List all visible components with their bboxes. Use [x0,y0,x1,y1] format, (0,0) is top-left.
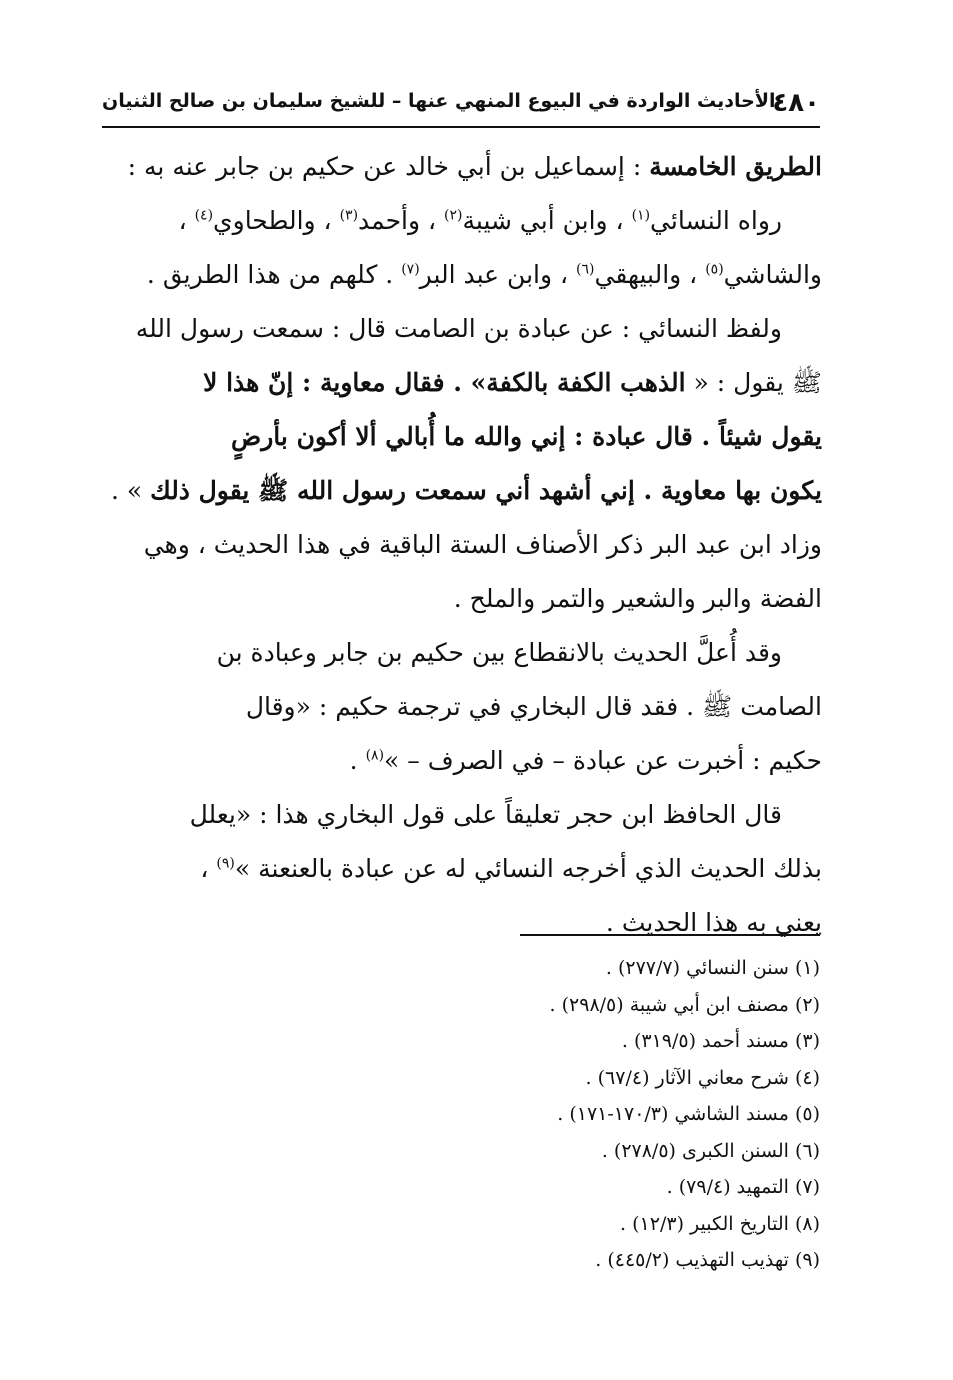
text-line [100,680,822,734]
text-span: وقد أُعلَّ الحديث بالانقطاع بين حكيم بن جابر وعبادة بن [216,638,782,667]
text-line [100,140,822,194]
text-line [100,302,822,356]
footnote-ref[interactable]: (٩) [216,855,235,872]
text-line [100,248,822,302]
text-span: رواه النسائي [650,206,782,235]
text-span: . [349,746,366,775]
page-number: ٤٨٠ [772,88,820,118]
hadith-quote: يكون بها معاوية . إني أشهد أني سمعت رسول الله ﷺ يقول ذلك [150,476,822,505]
text-line [100,626,822,680]
text-span: ، [200,854,217,883]
section-heading: الطريق الخامسة [649,152,822,181]
text-span: ، وأحمد [358,206,445,235]
footnote-item: (٣) مسند أحمد (٣١٩/٥) . [621,1030,820,1052]
text-span: ولفظ النسائي : عن عبادة بن الصامت قال : سمعت رسول الله [135,314,782,343]
footnote-separator [520,934,820,936]
footnote-ref[interactable]: (١) [631,207,651,224]
text-line [100,464,822,518]
footnote-item: (٩) تهذيب التهذيب (٤٤٥/٢) . [595,1249,820,1271]
text-span: والشاشي [723,260,822,289]
footnote-item: (٨) التاريخ الكبير (١٢/٣) . [620,1212,820,1235]
text-span: » . [110,476,151,505]
footnote-item: (١) سنن النسائي (٢٧٧/٧) . [605,957,820,979]
text-span: بذلك الحديث الذي أخرجه النسائي له عن عبادة بالعنعنة » [234,854,822,883]
text-line [100,572,822,626]
text-span: ، وابن عبد البر [419,260,577,289]
main-text [100,140,822,950]
footnote-item: (٧) التمهيد (٧٩/٤) . [666,1176,820,1198]
footnote-ref[interactable]: (٥) [705,261,724,278]
footnote-item: (٤) شرح معاني الآثار (٦٧/٤) . [585,1066,820,1089]
text-span: حكيم : أخبرت عن عبادة – في الصرف – » [384,746,822,775]
text-span: الفضة والبر والشعير والتمر والملح . [453,584,822,613]
footnote-item: (٦) السنن الكبرى (٢٧٨/٥) . [601,1139,820,1162]
text-line [100,896,822,950]
hadith-quote: الذهب الكفة بالكفة» . فقال معاوية : إنّ هذا لا [203,368,686,397]
text-span: : إسماعيل بن أبي خالد عن حكيم بن جابر عنه به : [127,152,650,181]
text-line [100,788,822,842]
text-span: ، وابن أبي شيبة [462,206,632,235]
text-line [100,734,822,788]
text-line [100,518,822,572]
footnote-ref[interactable]: (٧) [401,261,420,278]
footnote-ref[interactable]: (٢) [444,207,463,224]
footnote-ref[interactable]: (٦) [576,261,595,278]
text-span: الصامت ﷺ . فقد قال البخاري في ترجمة حكيم : «وقال [245,692,822,721]
footnote-item: (٥) مسند الشاشي (١٧٠/٣-١٧١) . [557,1103,820,1125]
header-rule [102,126,820,128]
page-header [102,86,820,126]
text-span: قال الحافظ ابن حجر تعليقاً على قول البخاري هذا : «يعلل [189,800,782,829]
text-line [100,194,822,248]
text-line [100,842,822,896]
footnote-item: (٢) مصنف ابن أبي شيبة (٢٩٨/٥) . [549,993,820,1016]
text-span: ، والطحاوي [213,206,340,235]
text-line [100,410,822,464]
text-line [100,356,822,410]
text-span: وزاد ابن عبد البر ذكر الأصناف الستة الباقية في هذا الحديث ، وهي [143,530,822,559]
text-span: يعني به هذا الحديث . [605,908,822,937]
footnote-ref[interactable]: (٨) [365,747,385,764]
text-span: ، [178,206,195,235]
running-title: الأحاديث الواردة في البيوع المنهي عنها – للشيخ سليمان بن صالح الثنيان [102,90,776,112]
text-span: . كلهم من هذا الطريق . [146,260,402,289]
footnote-ref[interactable]: (٣) [339,207,359,224]
footnote-ref[interactable]: (٤) [194,207,214,224]
hadith-quote: يقول شيئاً . قال عبادة : إني والله ما أُبالي ألا أكون بأرضٍ [231,422,822,451]
footnotes [380,950,820,1279]
text-span: ، والبيهقي [594,260,706,289]
text-span: ﷺ يقول : « [685,368,822,397]
